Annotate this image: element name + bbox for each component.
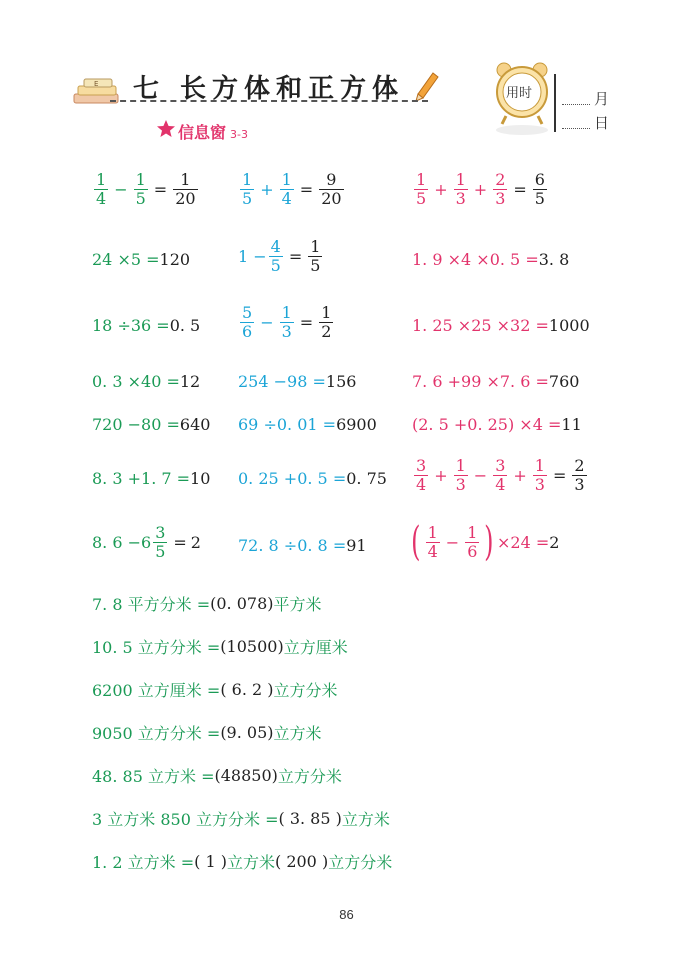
svg-text:E: E — [94, 80, 99, 88]
conversion-5: 48. 85 立方米 = (48850) 立方分米 — [92, 766, 342, 786]
equation-r1c2: $\frac{1}{5}$ + $\frac{1}{4}$ = $\frac{9}{20}$ — [242, 170, 342, 208]
equation-r7c3: ( $\frac{1}{4}$ − $\frac{1}{6}$ ) ×24 = 2 — [411, 519, 560, 565]
equation-r4c1: 0. 3 ×40 = 12 — [92, 372, 201, 391]
clock-label: 用时 — [506, 86, 533, 101]
equation-r1c3: $\frac{1}{5}$ + $\frac{1}{3}$ + $\frac{2}{3}$ = $\frac{6}{5}$ — [416, 170, 545, 208]
section-subtitle — [178, 120, 248, 143]
conversion-1: 7. 8 平方分米 = (0. 078) 平方米 — [92, 594, 322, 614]
equation-r3c3: 1. 25 ×25 ×32 = 1000 — [412, 316, 590, 335]
equation-r6c3: $\frac{3}{4}$ + $\frac{1}{3}$ − $\frac{3}{4}$ + $\frac{1}{3}$ = $\frac{2}{3}$ — [416, 456, 585, 494]
page-number: 86 — [339, 907, 354, 922]
conversion-4: 9050 立方分米 = (9. 05) 立方米 — [92, 723, 322, 743]
conversion-7: 1. 2 立方米 = ( 1 ) 立方米 ( 200 ) 立方分米 — [92, 852, 393, 872]
equation-r5c3: (2. 5 +0. 25) ×4 = 11 — [412, 415, 582, 434]
star-icon — [156, 119, 176, 139]
date-divider — [554, 74, 556, 132]
month-label: 月 — [594, 90, 610, 108]
section-subtitle-text: 信息窗 — [178, 123, 227, 142]
equation-r2c2: 1 − $\frac{4}{5}$ = $\frac{1}{5}$ — [238, 237, 321, 275]
day-blank[interactable] — [562, 128, 590, 129]
equation-r2c1: 24 ×5 = 120 — [92, 250, 191, 269]
equation-r7c1: 8. 6 −6 $\frac{3}{5}$ = 2 — [92, 523, 201, 561]
equation-r5c2: 69 ÷0. 01 = 6900 — [238, 415, 377, 434]
pencil-icon — [415, 72, 439, 102]
equation-r6c1: 8. 3 +1. 7 = 10 — [92, 469, 211, 488]
chapter-title: 七 长方体和正方体 — [133, 74, 405, 104]
month-blank[interactable] — [562, 104, 590, 105]
equation-r2c3: 1. 9 ×4 ×0. 5 = 3. 8 — [412, 250, 570, 269]
equation-r6c2: 0. 25 +0. 5 = 0. 75 — [238, 469, 387, 488]
equation-r4c3: 7. 6 +99 ×7. 6 = 760 — [412, 372, 580, 391]
section-number: 3-3 — [230, 128, 248, 141]
header-divider — [110, 100, 428, 102]
equation-r5c1: 720 −80 = 640 — [92, 415, 211, 434]
day-label: 日 — [594, 114, 610, 132]
equation-r4c2: 254 −98 = 156 — [238, 372, 357, 391]
conversion-3: 6200 立方厘米 = ( 6. 2 ) 立方分米 — [92, 680, 338, 700]
equation-r3c2: $\frac{5}{6}$ − $\frac{1}{3}$ = $\frac{1}{2}$ — [242, 303, 332, 341]
equation-r3c1: 18 ÷36 = 0. 5 — [92, 316, 201, 335]
equation-r1c1: $\frac{1}{4}$ − $\frac{1}{5}$ = $\frac{1}{20}$ — [96, 170, 196, 208]
conversion-6: 3 立方米 850 立方分米 = ( 3. 85 ) 立方米 — [92, 809, 390, 829]
equation-r7c2: 72. 8 ÷0. 8 = 91 — [238, 536, 367, 555]
conversion-2: 10. 5 立方分米 = (10500) 立方厘米 — [92, 637, 348, 657]
